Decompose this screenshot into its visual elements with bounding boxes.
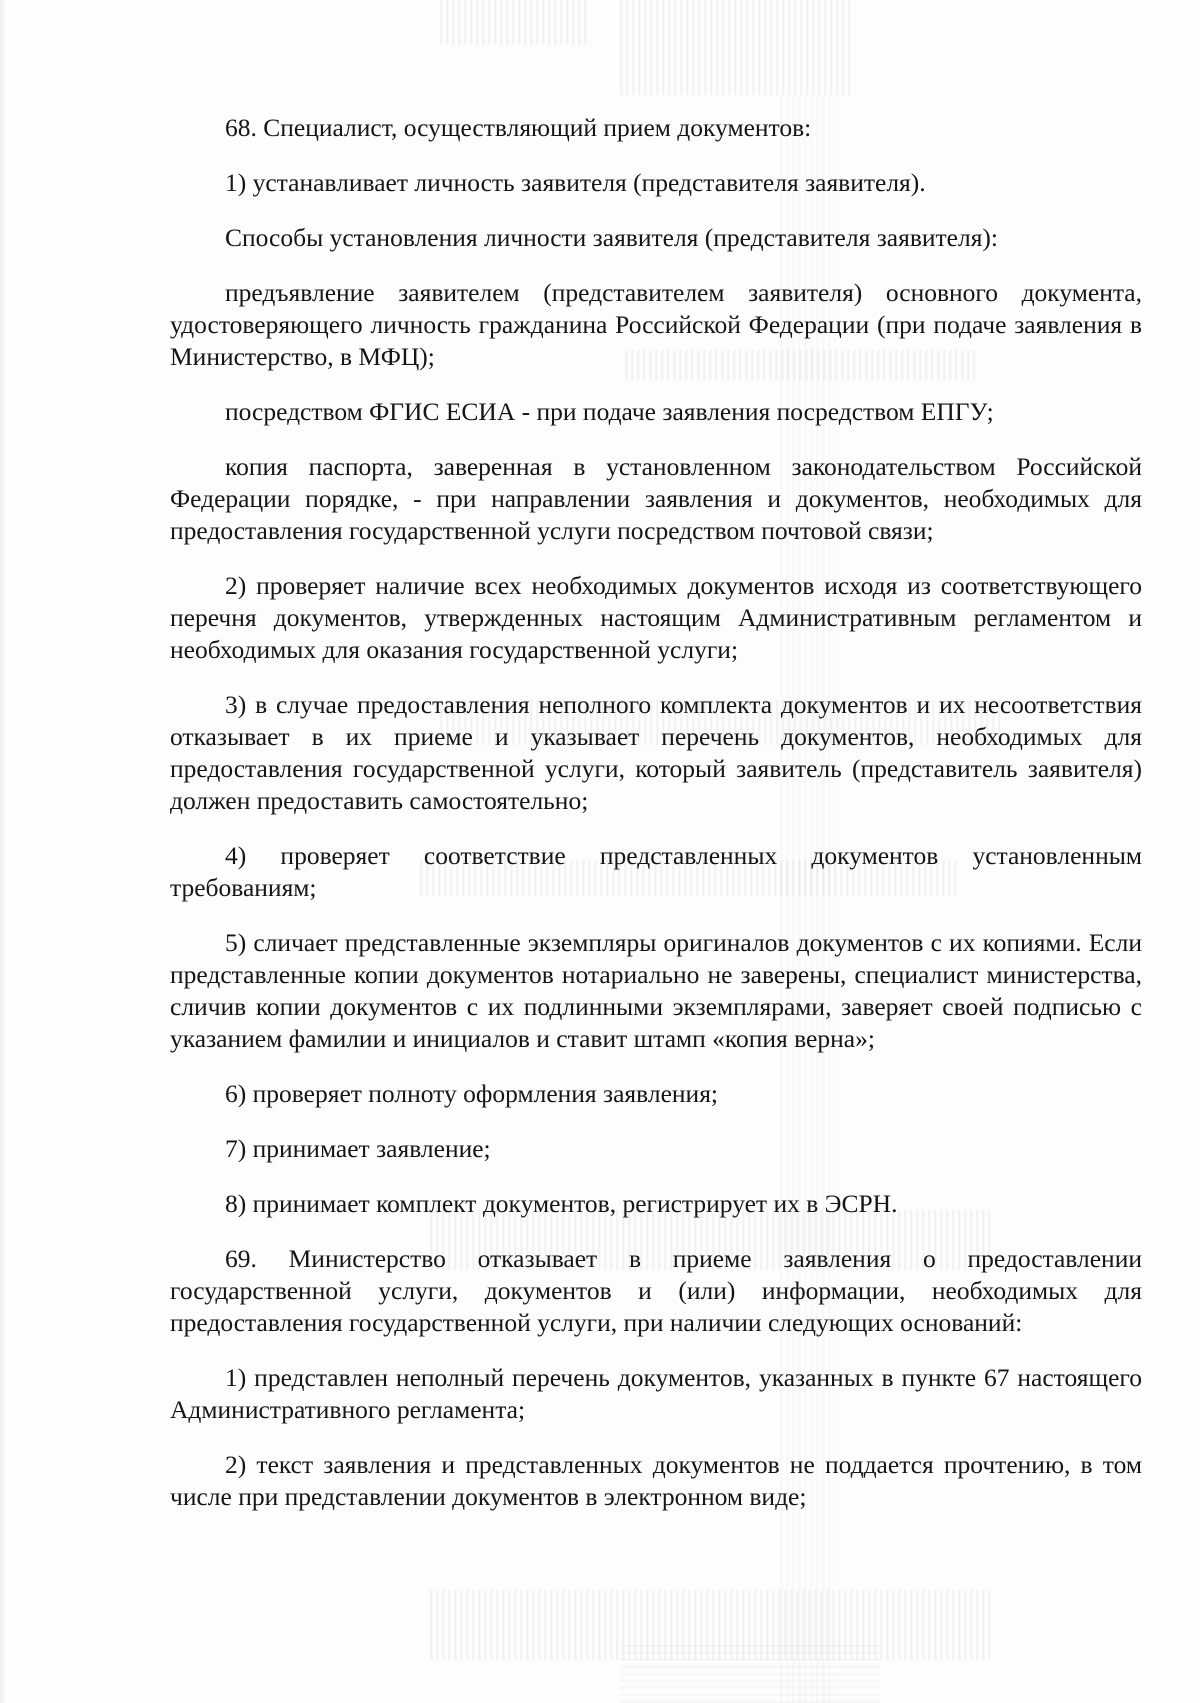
paragraph-item-6: 6) проверяет полноту оформления заявления; <box>225 1079 719 1108</box>
paragraph-identification-methods: Способы установления личности заявителя (представителя заявителя): <box>225 223 998 252</box>
scan-edge-shadow <box>0 0 6 1703</box>
paragraph-passport-copy: копия паспорта, заверенная в установленном законодательством Российской Федерации порядке, - при направлении заявления и документов, необходимых для предоставления государственной услуги посредством почтовой связи; <box>170 452 1142 545</box>
scan-noise-top <box>440 0 590 45</box>
paragraph-item-4: 4) проверяет соответствие представленных документов установленным требованиям; <box>170 841 1142 902</box>
paragraph-item-8: 8) принимает комплект документов, регистрирует их в ЭСРН. <box>225 1189 898 1218</box>
paragraph-68-heading: 68. Специалист, осуществляющий прием документов: <box>225 113 812 142</box>
paragraph-69-item-1: 1) представлен неполный перечень документов, указанных в пункте 67 настоящего Административного регламента; <box>170 1363 1142 1424</box>
paragraph-item-2: 2) проверяет наличие всех необходимых документов исходя из соответствующего перечня документов, утвержденных настоящим Административным регламентом и необходимых для оказания государственной услуги; <box>170 571 1142 664</box>
paragraph-69-item-2: 2) текст заявления и представленных документов не поддается прочтению, в том числе при представлении документов в электронном виде; <box>170 1450 1142 1511</box>
paragraph-item-1: 1) устанавливает личность заявителя (представителя заявителя). <box>225 168 926 197</box>
scan-noise-top-center <box>620 0 850 95</box>
paragraph-item-3: 3) в случае предоставления неполного комплекта документов и их несоответствия отказывает в их приеме и указывает перечень документов, необходимых для предоставления государственной услуги, который заявитель (представитель заявителя) должен предоставить самостоятельно; <box>170 690 1142 815</box>
document-body <box>170 112 1142 1536</box>
paragraph-item-7: 7) принимает заявление; <box>225 1134 491 1163</box>
paragraph-69-heading: 69. Министерство отказывает в приеме заявления о предоставлении государственной услуги, документов и (или) информации, необходимых для предоставления государственной услуги, при наличии следующих оснований: <box>170 1244 1142 1337</box>
paragraph-item-5: 5) сличает представленные экземпляры оригиналов документов с их копиями. Если представленные копии документов нотариально не заверены, специалист министерства, сличив копии документов с их подлинными экземплярами, заверяет своей подписью с указанием фамилии и инициалов и ставит штамп «копия верна»; <box>170 928 1142 1053</box>
scan-noise-bottom <box>430 1590 990 1660</box>
paragraph-esia: посредством ФГИС ЕСИА - при подаче заявления посредством ЕПГУ; <box>225 397 994 426</box>
scan-noise-bottom-edge <box>620 1640 880 1703</box>
paragraph-identity-document: предъявление заявителем (представителем заявителя) основного документа, удостоверяющего личность гражданина Российской Федерации (при подаче заявления в Министерство, в МФЦ); <box>170 278 1142 371</box>
